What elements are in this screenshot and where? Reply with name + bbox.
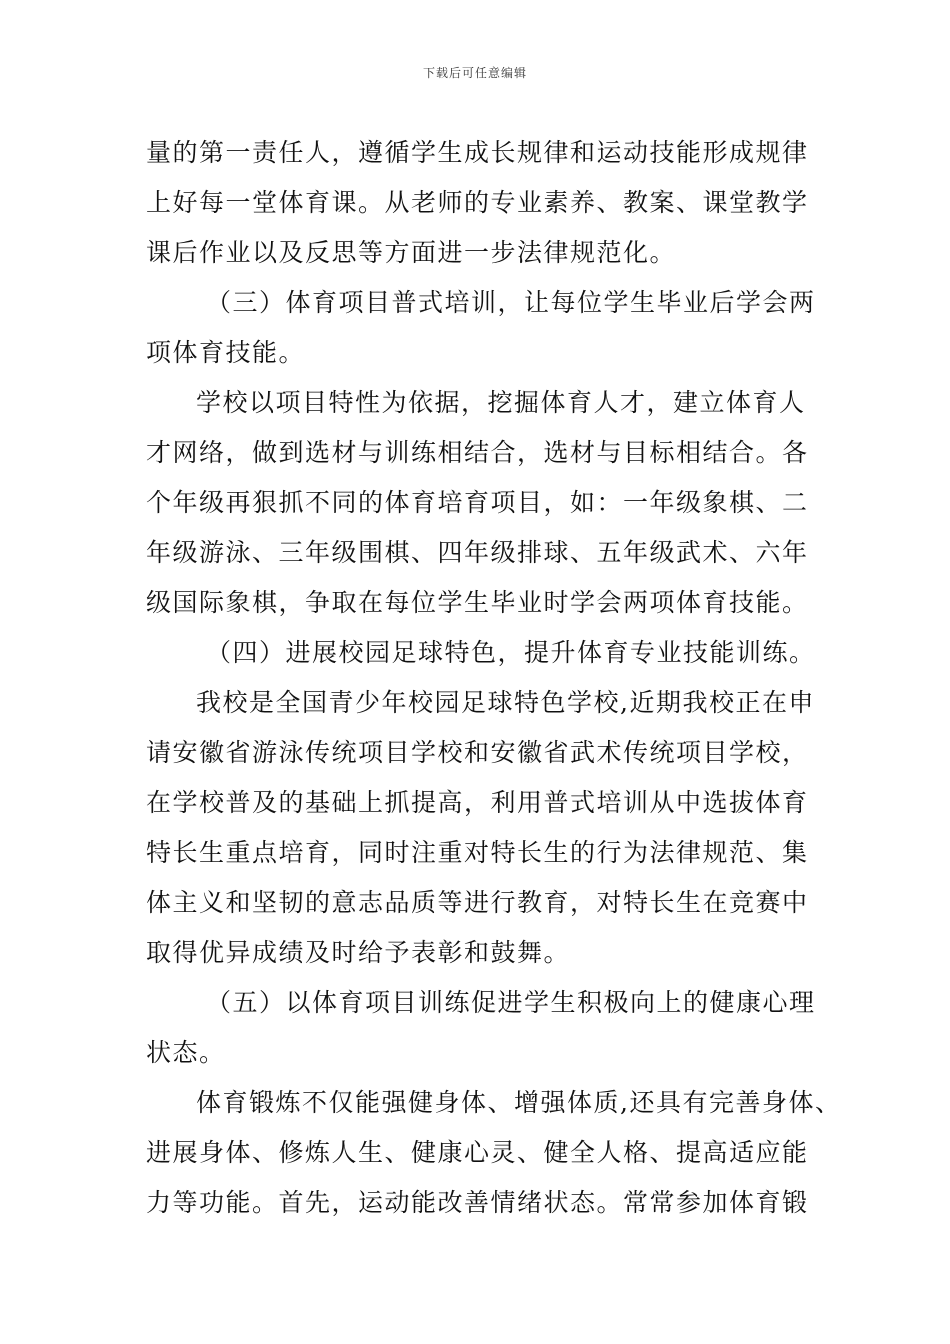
section-heading-3: （三）体育项目普式培训，让每位学生毕业后学会两 <box>206 288 816 317</box>
text-line: 体主义和坚韧的意志品质等进行教育，对特长生在竞赛中 <box>146 888 809 917</box>
text-line: 力等功能。首先，运动能改善情绪状态。常常参加体育锻 <box>146 1188 809 1217</box>
text-line: 上好每一堂体育课。从老师的专业素养、教案、课堂教学 <box>146 188 809 217</box>
text-line: 状态。 <box>146 1038 226 1067</box>
text-line: 在学校普及的基础上抓提高，利用普式培训从中选拔体育 <box>146 788 809 817</box>
text-line: 量的第一责任人，遵循学生成长规律和运动技能形成规律 <box>146 138 809 167</box>
text-line: 体育锻炼不仅能强健身体、增强体质,还具有完善身体、 <box>196 1088 842 1117</box>
text-line: 我校是全国青少年校园足球特色学校,近期我校正在申 <box>196 688 815 717</box>
text-line: 学校以项目特性为依据，挖掘体育人才，建立体育人 <box>196 388 806 417</box>
text-line: 进展身体、修炼人生、健康心灵、健全人格、提高适应能 <box>146 1138 809 1167</box>
text-line: 请安徽省游泳传统项目学校和安徽省武术传统项目学校， <box>146 738 809 767</box>
body-text <box>146 128 842 1228</box>
text-line: 个年级再狠抓不同的体育培育项目，如：一年级象棋、二 <box>146 488 809 517</box>
text-line: 取得优异成绩及时给予表彰和鼓舞。 <box>146 938 571 967</box>
text-line: 才网络，做到选材与训练相结合，选材与目标相结合。各 <box>146 438 809 467</box>
text-line: 级国际象棋，争取在每位学生毕业时学会两项体育技能。 <box>146 588 809 617</box>
text-line: 课后作业以及反思等方面进一步法律规范化。 <box>146 238 677 267</box>
header-note: 下载后可任意编辑 <box>422 66 527 80</box>
text-line: 项体育技能。 <box>146 338 306 367</box>
section-heading-5: （五）以体育项目训练促进学生积极向上的健康心理 <box>206 988 816 1017</box>
section-heading-4: （四）进展校园足球特色，提升体育专业技能训练。 <box>206 638 816 667</box>
text-line: 年级游泳、三年级围棋、四年级排球、五年级武术、六年 <box>146 538 809 567</box>
text-line: 特长生重点培育，同时注重对特长生的行为法律规范、集 <box>146 838 809 867</box>
